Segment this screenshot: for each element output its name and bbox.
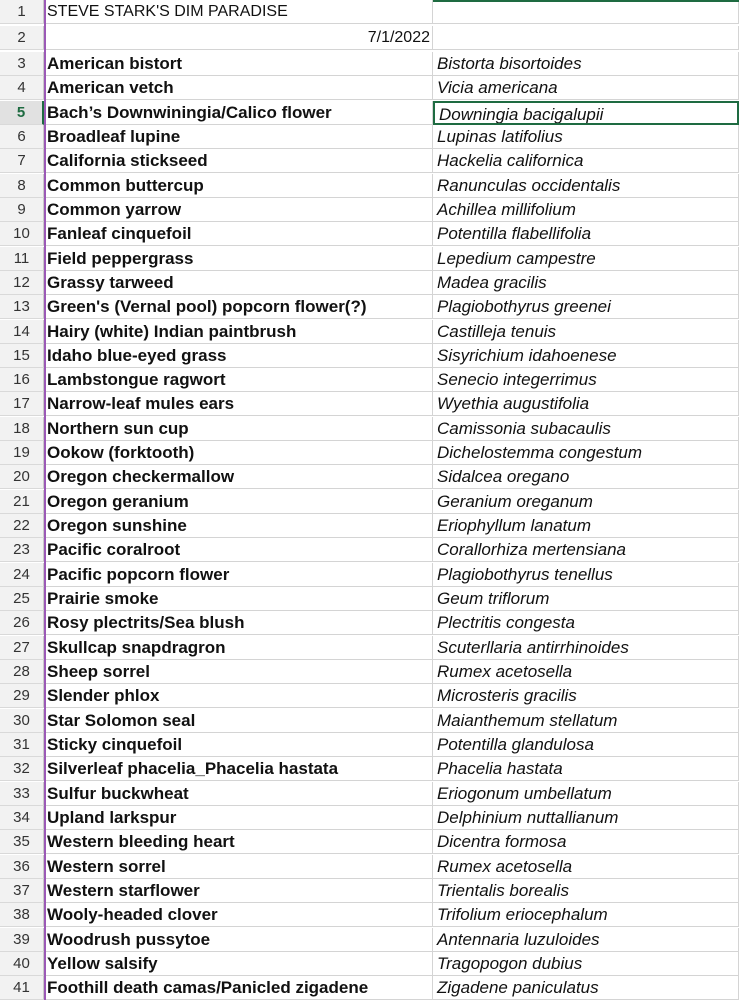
common-name-cell[interactable]: Ookow (forktooth) bbox=[44, 441, 433, 465]
row-header[interactable]: 8 bbox=[0, 174, 44, 198]
table-row bbox=[0, 417, 739, 441]
scientific-name-cell[interactable]: Geranium oreganum bbox=[433, 490, 739, 514]
table-row bbox=[0, 344, 739, 368]
scientific-name-cell[interactable]: Hackelia californica bbox=[433, 149, 739, 173]
row-header[interactable]: 5 bbox=[0, 101, 44, 125]
row-header[interactable]: 33 bbox=[0, 782, 44, 806]
scientific-name-cell[interactable]: Delphinium nuttallianum bbox=[433, 806, 739, 830]
row-header[interactable]: 16 bbox=[0, 368, 44, 392]
row-header[interactable]: 20 bbox=[0, 465, 44, 489]
common-name-cell[interactable]: Northern sun cup bbox=[44, 417, 433, 441]
sheet-row bbox=[0, 0, 739, 24]
table-row bbox=[0, 733, 739, 757]
row-header[interactable]: 35 bbox=[0, 830, 44, 854]
scientific-name-cell[interactable]: Downingia bacigalupii bbox=[433, 101, 739, 125]
common-name-cell[interactable]: Oregon sunshine bbox=[44, 514, 433, 538]
common-name-cell[interactable]: Upland larkspur bbox=[44, 806, 433, 830]
empty-cell[interactable] bbox=[433, 0, 739, 24]
scientific-name-cell[interactable]: Zigadene paniculatus bbox=[433, 976, 739, 1000]
scientific-name-cell[interactable]: Senecio integerrimus bbox=[433, 368, 739, 392]
common-name-cell[interactable]: Sticky cinquefoil bbox=[44, 733, 433, 757]
table-row bbox=[0, 149, 739, 173]
common-name-cell[interactable]: Lambstongue ragwort bbox=[44, 368, 433, 392]
row-header-2[interactable]: 2 bbox=[0, 26, 44, 50]
common-name-cell[interactable]: Oregon geranium bbox=[44, 490, 433, 514]
empty-cell[interactable] bbox=[433, 26, 739, 50]
scientific-name-cell[interactable]: Achillea millifolium bbox=[433, 198, 739, 222]
scientific-name-cell[interactable]: Plectritis congesta bbox=[433, 611, 739, 635]
scientific-name-cell[interactable]: Sidalcea oregano bbox=[433, 465, 739, 489]
table-row bbox=[0, 538, 739, 562]
table-row bbox=[0, 782, 739, 806]
title-cell[interactable]: STEVE STARK'S DIM PARADISE bbox=[44, 0, 433, 24]
common-name-cell[interactable]: Western starflower bbox=[44, 879, 433, 903]
scientific-name-cell[interactable]: Rumex acetosella bbox=[433, 855, 739, 879]
scientific-name-cell[interactable]: Castilleja tenuis bbox=[433, 320, 739, 344]
table-row bbox=[0, 247, 739, 271]
date-cell[interactable]: 7/1/2022 bbox=[44, 26, 433, 50]
row-header[interactable]: 11 bbox=[0, 247, 44, 271]
row-header[interactable]: 40 bbox=[0, 952, 44, 976]
scientific-name-cell[interactable]: Potentilla glandulosa bbox=[433, 733, 739, 757]
row-header[interactable]: 36 bbox=[0, 855, 44, 879]
row-header[interactable]: 38 bbox=[0, 903, 44, 927]
table-row bbox=[0, 952, 739, 976]
common-name-cell[interactable]: Narrow-leaf mules ears bbox=[44, 392, 433, 416]
scientific-name-cell[interactable]: Trientalis borealis bbox=[433, 879, 739, 903]
scientific-name-cell[interactable]: Potentilla flabellifolia bbox=[433, 222, 739, 246]
table-row bbox=[0, 271, 739, 295]
row-header[interactable]: 23 bbox=[0, 538, 44, 562]
common-name-cell[interactable]: Prairie smoke bbox=[44, 587, 433, 611]
common-name-cell[interactable]: Sheep sorrel bbox=[44, 660, 433, 684]
scientific-name-cell[interactable]: Maianthemum stellatum bbox=[433, 709, 739, 733]
scientific-name-cell[interactable]: Dicentra formosa bbox=[433, 830, 739, 854]
scientific-name-cell[interactable]: Tragopogon dubius bbox=[433, 952, 739, 976]
row-header[interactable]: 34 bbox=[0, 806, 44, 830]
row-header[interactable]: 13 bbox=[0, 295, 44, 319]
common-name-cell[interactable]: Idaho blue-eyed grass bbox=[44, 344, 433, 368]
scientific-name-cell[interactable]: Vicia americana bbox=[433, 76, 739, 100]
table-row bbox=[0, 76, 739, 100]
row-header[interactable]: 39 bbox=[0, 928, 44, 952]
common-name-cell[interactable]: Skullcap snapdragron bbox=[44, 636, 433, 660]
common-name-cell[interactable]: Common yarrow bbox=[44, 198, 433, 222]
table-row bbox=[0, 465, 739, 489]
table-row bbox=[0, 830, 739, 854]
row-header[interactable]: 4 bbox=[0, 76, 44, 100]
common-name-cell[interactable]: Bach’s Downwiningia/Calico flower bbox=[44, 101, 433, 125]
scientific-name-cell[interactable]: Rumex acetosella bbox=[433, 660, 739, 684]
scientific-name-cell[interactable]: Trifolium eriocephalum bbox=[433, 903, 739, 927]
common-name-cell[interactable]: American bistort bbox=[44, 52, 433, 76]
row-header[interactable]: 9 bbox=[0, 198, 44, 222]
row-header[interactable]: 19 bbox=[0, 441, 44, 465]
table-row bbox=[0, 368, 739, 392]
table-row bbox=[0, 198, 739, 222]
table-row bbox=[0, 222, 739, 246]
table-row bbox=[0, 125, 739, 149]
table-row bbox=[0, 684, 739, 708]
table-row bbox=[0, 757, 739, 781]
common-name-cell[interactable]: Yellow salsify bbox=[44, 952, 433, 976]
scientific-name-cell[interactable]: Madea gracilis bbox=[433, 271, 739, 295]
scientific-name-cell[interactable]: Wyethia augustifolia bbox=[433, 392, 739, 416]
table-row bbox=[0, 514, 739, 538]
table-row bbox=[0, 320, 739, 344]
scientific-name-cell[interactable]: Ranunculas occidentalis bbox=[433, 174, 739, 198]
row-header[interactable]: 21 bbox=[0, 490, 44, 514]
scientific-name-cell[interactable]: Geum triflorum bbox=[433, 587, 739, 611]
row-header[interactable]: 24 bbox=[0, 563, 44, 587]
row-header-1[interactable]: 1 bbox=[0, 0, 44, 24]
row-header[interactable]: 25 bbox=[0, 587, 44, 611]
table-row bbox=[0, 636, 739, 660]
common-name-cell[interactable]: Broadleaf lupine bbox=[44, 125, 433, 149]
scientific-name-cell[interactable]: Lepedium campestre bbox=[433, 247, 739, 271]
scientific-name-cell[interactable]: Plagiobothyrus greenei bbox=[433, 295, 739, 319]
common-name-cell[interactable]: Sulfur buckwheat bbox=[44, 782, 433, 806]
scientific-name-cell[interactable]: Corallorhiza mertensiana bbox=[433, 538, 739, 562]
column-b-selection-edge bbox=[433, 0, 739, 2]
sheet-row bbox=[0, 26, 739, 50]
table-row bbox=[0, 563, 739, 587]
table-row bbox=[0, 709, 739, 733]
row-header[interactable]: 12 bbox=[0, 271, 44, 295]
common-name-cell[interactable]: Grassy tarweed bbox=[44, 271, 433, 295]
table-row bbox=[0, 174, 739, 198]
scientific-name-cell[interactable]: Plagiobothyrus tenellus bbox=[433, 563, 739, 587]
scientific-name-cell[interactable]: Phacelia hastata bbox=[433, 757, 739, 781]
scientific-name-cell[interactable]: Scuterllaria antirrhinoides bbox=[433, 636, 739, 660]
table-row bbox=[0, 806, 739, 830]
table-row bbox=[0, 879, 739, 903]
scientific-name-cell[interactable]: Camissonia subacaulis bbox=[433, 417, 739, 441]
row-header[interactable]: 15 bbox=[0, 344, 44, 368]
common-name-cell[interactable]: American vetch bbox=[44, 76, 433, 100]
common-name-cell[interactable]: Wooly-headed clover bbox=[44, 903, 433, 927]
scientific-name-cell[interactable]: Dichelostemma congestum bbox=[433, 441, 739, 465]
common-name-cell[interactable]: Western bleeding heart bbox=[44, 830, 433, 854]
row-header[interactable]: 37 bbox=[0, 879, 44, 903]
row-header[interactable]: 22 bbox=[0, 514, 44, 538]
table-row bbox=[0, 441, 739, 465]
common-name-cell[interactable]: Fanleaf cinquefoil bbox=[44, 222, 433, 246]
scientific-name-cell[interactable]: Lupinas latifolius bbox=[433, 125, 739, 149]
table-row bbox=[0, 855, 739, 879]
common-name-cell[interactable]: Oregon checkermallow bbox=[44, 465, 433, 489]
row-header[interactable]: 30 bbox=[0, 709, 44, 733]
common-name-cell[interactable]: Pacific coralroot bbox=[44, 538, 433, 562]
scientific-name-cell[interactable]: Bistorta bisortoides bbox=[433, 52, 739, 76]
row-header[interactable]: 32 bbox=[0, 757, 44, 781]
common-name-cell[interactable]: California stickseed bbox=[44, 149, 433, 173]
row-header[interactable]: 27 bbox=[0, 636, 44, 660]
table-row bbox=[0, 52, 739, 76]
row-header[interactable]: 18 bbox=[0, 417, 44, 441]
table-row bbox=[0, 101, 739, 125]
table-row bbox=[0, 976, 739, 1000]
table-row bbox=[0, 490, 739, 514]
row-header[interactable]: 41 bbox=[0, 976, 44, 1000]
column-a-border bbox=[44, 0, 46, 1000]
table-row bbox=[0, 928, 739, 952]
common-name-cell[interactable]: Pacific popcorn flower bbox=[44, 563, 433, 587]
common-name-cell[interactable]: Star Solomon seal bbox=[44, 709, 433, 733]
common-name-cell[interactable]: Western sorrel bbox=[44, 855, 433, 879]
scientific-name-cell[interactable]: Eriogonum umbellatum bbox=[433, 782, 739, 806]
common-name-cell[interactable]: Hairy (white) Indian paintbrush bbox=[44, 320, 433, 344]
table-row bbox=[0, 392, 739, 416]
scientific-name-cell[interactable]: Microsteris gracilis bbox=[433, 684, 739, 708]
common-name-cell[interactable]: Rosy plectrits/Sea blush bbox=[44, 611, 433, 635]
row-header[interactable]: 17 bbox=[0, 392, 44, 416]
table-row bbox=[0, 903, 739, 927]
common-name-cell[interactable]: Field peppergrass bbox=[44, 247, 433, 271]
common-name-cell[interactable]: Green's (Vernal pool) popcorn flower(?) bbox=[44, 295, 433, 319]
row-header[interactable]: 3 bbox=[0, 52, 44, 76]
common-name-cell[interactable]: Slender phlox bbox=[44, 684, 433, 708]
row-header[interactable]: 28 bbox=[0, 660, 44, 684]
common-name-cell[interactable]: Silverleaf phacelia_Phacelia hastata bbox=[44, 757, 433, 781]
row-header[interactable]: 14 bbox=[0, 320, 44, 344]
common-name-cell[interactable]: Woodrush pussytoe bbox=[44, 928, 433, 952]
scientific-name-cell[interactable]: Eriophyllum lanatum bbox=[433, 514, 739, 538]
row-header[interactable]: 26 bbox=[0, 611, 44, 635]
table-row bbox=[0, 611, 739, 635]
table-row bbox=[0, 295, 739, 319]
table-row bbox=[0, 660, 739, 684]
scientific-name-cell[interactable]: Sisyrichium idahoenese bbox=[433, 344, 739, 368]
row-header[interactable]: 7 bbox=[0, 149, 44, 173]
row-header[interactable]: 29 bbox=[0, 684, 44, 708]
table-row bbox=[0, 587, 739, 611]
row-header[interactable]: 6 bbox=[0, 125, 44, 149]
row-header[interactable]: 10 bbox=[0, 222, 44, 246]
common-name-cell[interactable]: Common buttercup bbox=[44, 174, 433, 198]
common-name-cell[interactable]: Foothill death camas/Panicled zigadene bbox=[44, 976, 433, 1000]
scientific-name-cell[interactable]: Antennaria luzuloides bbox=[433, 928, 739, 952]
row-header[interactable]: 31 bbox=[0, 733, 44, 757]
